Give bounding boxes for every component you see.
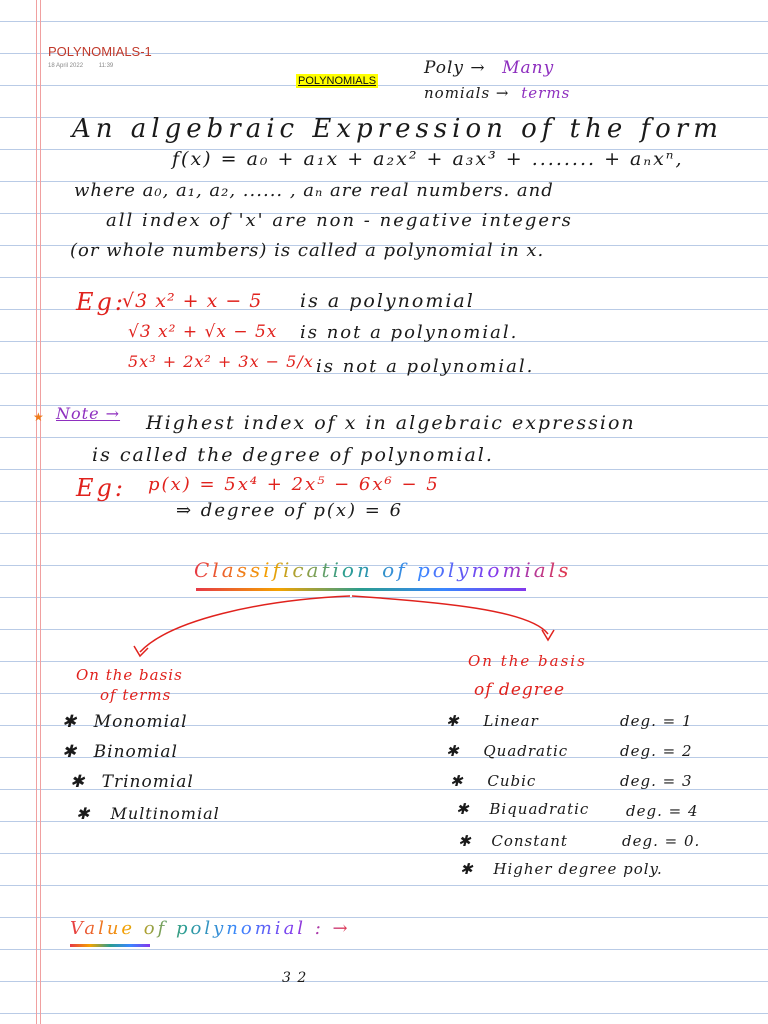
- definition-line-3: where a₀, a₁, a₂, ...... , aₙ are real numbers. and: [74, 180, 554, 201]
- list-item-label: Biquadratic: [489, 800, 590, 818]
- page-title: POLYNOMIALS-1: [48, 44, 152, 59]
- left-heading-1: On the basis: [76, 666, 183, 684]
- list-item-label: Higher degree poly.: [493, 860, 663, 878]
- list-item-label: Constant: [491, 832, 568, 850]
- value-heading: Value of polynomial : →: [70, 918, 351, 939]
- bullet-icon: ✱: [458, 832, 472, 850]
- right-heading-2: of degree: [474, 680, 566, 700]
- degree-value: deg. = 0.: [622, 832, 701, 850]
- example-expression-3: 5x³ + 2x² + 3x − 5/x: [128, 352, 314, 371]
- list-item-label: Linear: [483, 712, 539, 730]
- degree-value: deg. = 1: [620, 712, 693, 730]
- example2-degree: ⇒ degree of p(x) = 6: [176, 500, 404, 521]
- degree-value: deg. = 3: [620, 772, 693, 790]
- list-item: [70, 772, 194, 792]
- definition-line-4: all index of 'x' are non - negative integers: [106, 210, 573, 231]
- value-underline: [70, 944, 150, 947]
- bullet-icon: ✱: [62, 742, 78, 762]
- bullet-icon: ✱: [62, 712, 78, 732]
- page-date: 18 April 2022: [48, 63, 84, 69]
- example-expression-1: √3 x² + x − 5: [122, 290, 263, 312]
- example-result-3: is not a polynomial.: [316, 356, 535, 377]
- note-terms: terms: [521, 84, 571, 102]
- example2-label: Eg:: [76, 474, 126, 502]
- example2-expression: p(x) = 5x⁴ + 2x⁵ − 6x⁶ − 5: [148, 474, 440, 495]
- note-line-1: Highest index of x in algebraic expression: [146, 412, 636, 434]
- star-icon: ★: [33, 410, 44, 424]
- note-label: Note →: [56, 404, 121, 423]
- note-line-2: is called the degree of polynomial.: [92, 444, 494, 466]
- right-heading-1: On the basis: [468, 652, 587, 670]
- list-item: [62, 712, 188, 732]
- list-item-label: Monomial: [93, 712, 188, 732]
- bullet-icon: ✱: [446, 712, 460, 730]
- bullet-icon: ✱: [76, 804, 91, 823]
- list-item-label: Multinomial: [110, 804, 220, 823]
- classification-title: Classification of polynomials: [194, 558, 572, 582]
- list-item: [456, 800, 589, 818]
- definition-line-5: (or whole numbers) is called a polynomial in x.: [70, 240, 545, 261]
- note-poly-text: Poly →: [424, 58, 486, 78]
- bullet-icon: ✱: [450, 772, 464, 790]
- list-item-label: Cubic: [487, 772, 537, 790]
- note-many: Many: [502, 58, 555, 78]
- definition-line-1: An algebraic Expression of the form: [72, 114, 723, 144]
- bullet-icon: ✱: [456, 800, 470, 818]
- definition-line-2: f(x) = a₀ + a₁x + a₂x² + a₃x³ + ........ + aₙxⁿ,: [172, 148, 684, 170]
- bullet-icon: ✱: [446, 742, 460, 760]
- example-result-1: is a polynomial: [300, 290, 475, 312]
- list-item: [460, 860, 663, 878]
- list-item-label: Trinomial: [101, 772, 194, 792]
- list-item-label: Quadratic: [483, 742, 569, 760]
- degree-value: deg. = 4: [626, 802, 699, 820]
- example-expression-2: √3 x² + √x − 5x: [128, 322, 278, 342]
- list-item: [76, 804, 220, 823]
- list-item-label: Binomial: [93, 742, 178, 762]
- bullet-icon: ✱: [460, 860, 474, 878]
- note-nomials-text: nomials →: [424, 84, 510, 102]
- bottom-partial: 3 2: [282, 970, 308, 986]
- section-heading: POLYNOMIALS: [298, 75, 377, 87]
- left-heading-2: of terms: [100, 686, 172, 704]
- degree-value: deg. = 2: [620, 742, 693, 760]
- list-item: [446, 712, 539, 730]
- example-label: Eg:: [76, 288, 126, 316]
- list-item: [450, 772, 536, 790]
- bullet-icon: ✱: [70, 772, 86, 792]
- list-item: [62, 742, 178, 762]
- page-time: 11:39: [98, 63, 114, 69]
- example-result-2: is not a polynomial.: [300, 322, 519, 343]
- list-item: [458, 832, 568, 850]
- list-item: [446, 742, 568, 760]
